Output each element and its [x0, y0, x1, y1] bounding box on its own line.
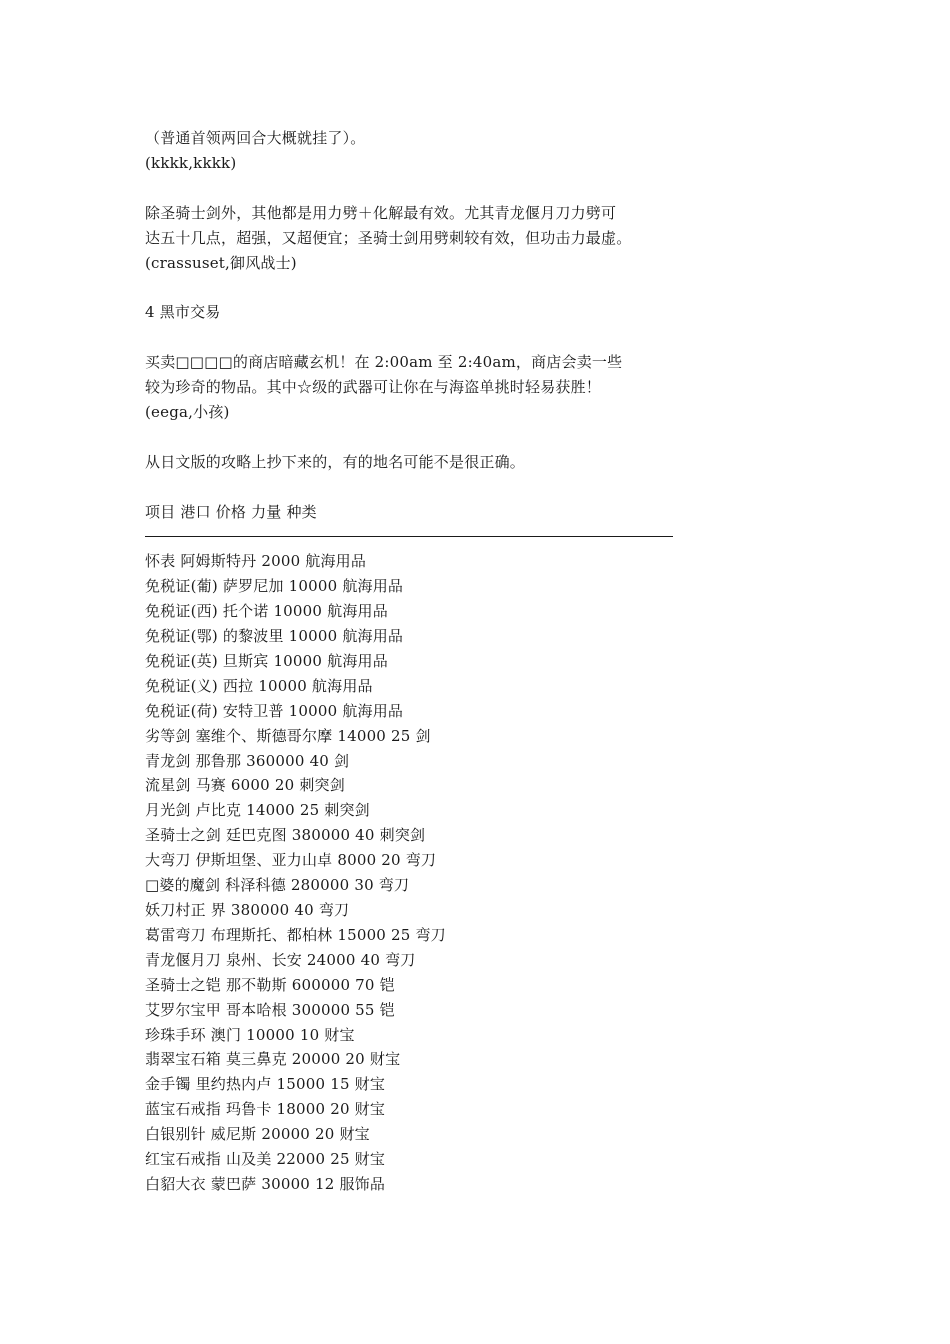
table-row: 金手镯 里约热内卢 15000 15 财宝	[145, 1075, 386, 1094]
table-row: 圣骑士之剑 廷巴克图 380000 40 刺突剑	[145, 826, 426, 845]
blank-line	[145, 176, 705, 201]
table-row: 蓝宝石戒指 玛鲁卡 18000 20 财宝	[145, 1100, 386, 1119]
text-line: 达五十几点，超强，又超便宜；圣骑士剑用劈刺较有效，但功击力最虚。	[145, 228, 632, 247]
table-row: 怀表 阿姆斯特丹 2000 航海用品	[145, 552, 367, 571]
table-row: 青龙偃月刀 泉州、长安 24000 40 弯刀	[145, 950, 416, 969]
text-line: (crassuset,御风战士)	[145, 253, 297, 272]
table-row: 劣等剑 塞维个、斯德哥尔摩 14000 25 剑	[145, 726, 431, 745]
table-row: 免税证(鄂) 的黎波里 10000 航海用品	[145, 627, 404, 646]
table-row: 翡翠宝石箱 莫三鼻克 20000 20 财宝	[145, 1050, 401, 1069]
table-row: 妖刀村正 界 380000 40 弯刀	[145, 901, 350, 919]
table-row: 免税证(义) 西拉 10000 航海用品	[145, 676, 373, 695]
black-market-table	[145, 549, 705, 1197]
table-header: 项目 港口 价格 力量 种类	[145, 502, 317, 521]
table-row: 流星剑 马赛 6000 20 刺突剑	[145, 776, 345, 795]
table-row: 白银别针 威尼斯 20000 20 财宝	[145, 1125, 370, 1144]
blank-line	[145, 475, 705, 500]
table-row: 青龙剑 那鲁那 360000 40 剑	[145, 751, 350, 770]
text-line: 买卖□□□□的商店暗藏玄机！在 2:00am 至 2:40am，商店会卖一些	[145, 353, 623, 372]
blank-line	[145, 425, 705, 450]
table-row: 大弯刀 伊斯坦堡、亚力山卓 8000 20 弯刀	[145, 851, 437, 870]
document-body	[145, 126, 705, 1197]
blank-line	[145, 325, 705, 350]
table-row: 月光剑 卢比克 14000 25 刺突剑	[145, 801, 370, 820]
text-line: 4 黑市交易	[145, 303, 221, 322]
table-row: 珍珠手环 澳门 10000 10 财宝	[145, 1025, 355, 1044]
table-row: 圣骑士之铠 那不勒斯 600000 70 铠	[145, 975, 395, 994]
intro-paragraphs	[145, 126, 705, 500]
text-line: 从日文版的攻略上抄下来的，有的地名可能不是很正确。	[145, 452, 526, 471]
text-line: （普通首领两回合大概就挂了）。	[145, 129, 366, 147]
table-row: 葛雷弯刀 布理斯托、都柏林 15000 25 弯刀	[145, 925, 446, 944]
text-line: (kkkk,kkkk)	[145, 153, 237, 172]
table-row: 艾罗尔宝甲 哥本哈根 300000 55 铠	[145, 1000, 395, 1019]
table-row: □婆的魔剑 科泽科德 280000 30 弯刀	[145, 876, 410, 895]
text-line: (eega,小孩)	[145, 402, 230, 421]
table-row: 免税证(西) 托个诺 10000 航海用品	[145, 602, 388, 621]
table-row: 免税证(荷) 安特卫普 10000 航海用品	[145, 701, 404, 720]
table-header-rule	[145, 524, 705, 549]
blank-line	[145, 275, 705, 300]
text-line: 除圣骑士剑外，其他都是用力劈＋化解最有效。尤其青龙偃月刀力劈可	[145, 203, 617, 222]
text-line: 较为珍奇的物品。其中☆级的武器可让你在与海盗单挑时轻易获胜！	[145, 378, 602, 397]
table-row: 免税证(葡) 萨罗尼加 10000 航海用品	[145, 577, 404, 596]
table-row: 白貂大衣 蒙巴萨 30000 12 服饰品	[145, 1174, 386, 1193]
table-row: 红宝石戒指 山及美 22000 25 财宝	[145, 1150, 386, 1169]
table-row: 免税证(英) 旦斯宾 10000 航海用品	[145, 651, 388, 670]
